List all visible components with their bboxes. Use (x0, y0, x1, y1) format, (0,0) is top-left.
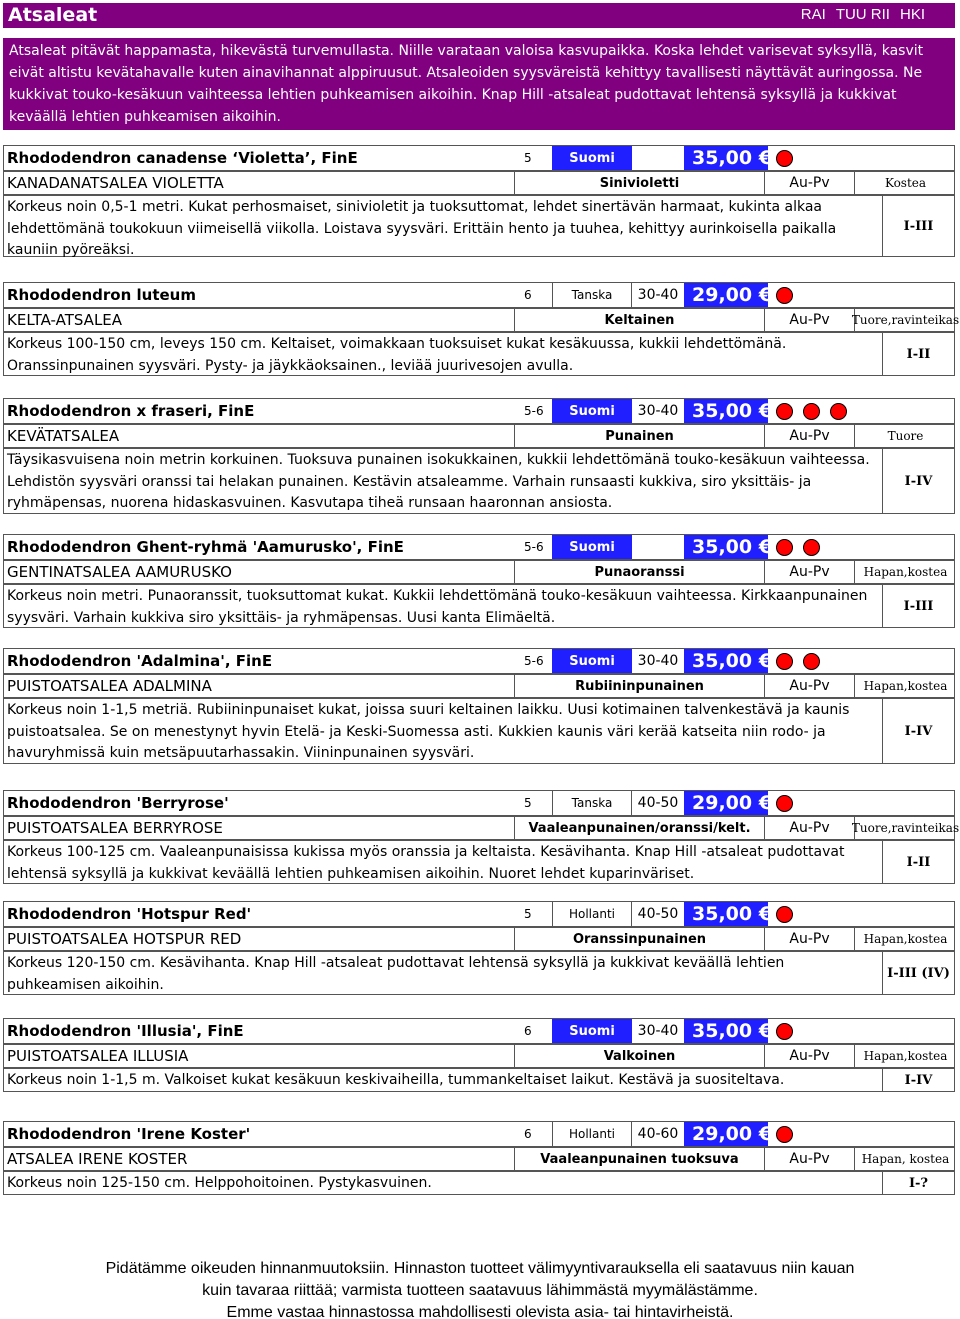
origin-label: Hollanti (552, 902, 632, 926)
currency-symbol: € (758, 792, 772, 814)
zone-number: 6 (524, 288, 532, 302)
soil-type: Tuore,ravinteikas (854, 309, 956, 331)
latin-name: Rhododendron 'Adalmina', FinE (7, 652, 273, 670)
zone-number: 5 (524, 151, 532, 165)
finnish-name: KANADANATSALEA VIOLETTA (7, 174, 224, 192)
currency-symbol: € (758, 1123, 772, 1145)
sun-dot-icon (803, 539, 820, 556)
sun-dot-icon (776, 539, 793, 556)
height-range: 30-40 (637, 287, 679, 303)
product-info-row (3, 560, 955, 584)
hardiness-zones: I-IV (882, 449, 954, 513)
soil-type: Hapan, kostea (854, 1148, 956, 1170)
sun-indicators (776, 649, 820, 673)
soil-type: Hapan,kostea (854, 675, 956, 697)
height-range: 40-50 (637, 906, 679, 922)
sun-indicators (776, 791, 793, 815)
product-description-row (3, 951, 955, 995)
flowering-position: Au-Pv (764, 1148, 854, 1170)
footer-line: kuin tavaraa riittää; varmista tuotteen saatavuus lähimmästä myymälästämme. (202, 1282, 758, 1299)
zone-number: 5-6 (524, 404, 544, 418)
flower-color: Oranssinpunainen (514, 928, 764, 950)
latin-name: Rhododendron 'Illusia', FinE (7, 1022, 244, 1040)
product-description: Korkeus noin 0,5-1 metri. Kukat perhosmaiset, sinivioletit ja tuoksuttomat, lehdet sinertävän harmaat, kukinta alkaa lehdettömänä toukokuun viimeisellä viikolla. Loistava syysväri. Erittäin hento ja tuuhea, kehittyy aurinkoisella paikalla kauniin pyöreäksi. (7, 199, 837, 258)
product-info-row (3, 171, 955, 195)
product-description: Korkeus 100-125 cm. Vaaleanpunaisissa kukissa myös oranssia ja keltaista. Kesävihanta. Knap Hill -atsaleat pudottavat lehtensä syksyllä ja kukkivat keväällä lehtien puhkeamisen aikoihin. Nuoret lehdet kuparinväriset. (7, 844, 845, 882)
soil-type: Tuore (854, 425, 956, 447)
sun-indicators (776, 146, 793, 170)
price (684, 283, 772, 307)
sun-dot-icon (776, 287, 793, 304)
product-description-row (3, 1171, 955, 1195)
finnish-name: PUISTOATSALEA BERRYROSE (7, 819, 223, 837)
page-title: Atsaleat (8, 4, 98, 26)
price-value: 29,00 (692, 284, 753, 306)
hardiness-zones: I-IV (882, 699, 954, 763)
zone-number: 6 (524, 1127, 532, 1141)
flower-color: Punaoranssi (514, 561, 764, 583)
store-codes (801, 6, 925, 23)
origin-label: Suomi (552, 1019, 632, 1043)
footer-disclaimer (0, 1258, 960, 1319)
price (684, 1019, 772, 1043)
finnish-name: KELTA-ATSALEA (7, 311, 123, 329)
sun-dot-icon (776, 906, 793, 923)
price (684, 1122, 772, 1146)
sun-dot-icon (830, 403, 847, 420)
flower-color: Vaaleanpunainen/oranssi/kelt. (514, 817, 764, 839)
flower-color: Punainen (514, 425, 764, 447)
zone-number: 5-6 (524, 654, 544, 668)
latin-name: Rhododendron Ghent-ryhmä 'Aamurusko', FinE (7, 538, 404, 556)
product-description: Korkeus 120-150 cm. Kesävihanta. Knap Hill -atsaleat pudottavat lehtensä syksyllä ja kukkivat keväällä lehtien puhkeamisen aikoihin. (7, 955, 785, 993)
latin-name: Rhododendron luteum (7, 286, 196, 304)
price-value: 35,00 (692, 650, 753, 672)
height-range: 40-50 (637, 795, 679, 811)
price-value: 29,00 (692, 792, 753, 814)
price (684, 791, 772, 815)
latin-name: Rhododendron canadense ‘Violetta’, FinE (7, 149, 358, 167)
flower-color: Valkoinen (514, 1045, 764, 1067)
hardiness-zones: I-III (882, 196, 954, 256)
flowering-position: Au-Pv (764, 675, 854, 697)
flower-color: Sinivioletti (514, 172, 764, 194)
soil-type: Tuore,ravinteikas (854, 817, 956, 839)
flowering-position: Au-Pv (764, 561, 854, 583)
product-name-row (3, 145, 955, 171)
price (684, 902, 772, 926)
product-description-row (3, 332, 955, 376)
origin-label: Suomi (552, 399, 632, 423)
sun-dot-icon (776, 795, 793, 812)
flowering-position: Au-Pv (764, 1045, 854, 1067)
currency-symbol: € (758, 903, 772, 925)
product-name-row (3, 1018, 955, 1044)
sun-indicators (776, 902, 793, 926)
product-description: Korkeus 100-150 cm, leveys 150 cm. Keltaiset, voimakkaan tuoksuiset kukat kesäkuussa, kukkii lehdettömänä. Oranssinpunainen syysväri. Pysty- ja jäykkäoksainen., leviää juurivesojen avulla. (7, 336, 787, 374)
soil-type: Hapan,kostea (854, 1045, 956, 1067)
page-header (3, 3, 955, 28)
origin-label: Suomi (552, 146, 632, 170)
flowering-position: Au-Pv (764, 309, 854, 331)
hardiness-zones: I-II (882, 333, 954, 375)
product-name-row (3, 648, 955, 674)
product-info-row (3, 1147, 955, 1171)
product-name-row (3, 398, 955, 424)
footer-line: Emme vastaa hinnastossa mahdollisesti olevista asia- tai hintavirheistä. (226, 1304, 734, 1319)
product-name-row (3, 534, 955, 560)
flowering-position: Au-Pv (764, 928, 854, 950)
flowering-position: Au-Pv (764, 172, 854, 194)
product-name-row (3, 1121, 955, 1147)
currency-symbol: € (758, 650, 772, 672)
soil-type: Hapan,kostea (854, 928, 956, 950)
origin-label: Tanska (552, 283, 632, 307)
price (684, 146, 772, 170)
product-info-row (3, 308, 960, 332)
product-description: Korkeus noin 1-1,5 m. Valkoiset kukat kesäkuun keskivaiheilla, tummankeltaiset laikut. Kestävä ja suositeltava. (7, 1072, 785, 1088)
price-value: 35,00 (692, 903, 753, 925)
currency-symbol: € (758, 400, 772, 422)
sun-dot-icon (776, 150, 793, 167)
store-code-hki: HKI (899, 6, 925, 23)
product-description-row (3, 195, 955, 257)
finnish-name: GENTINATSALEA AAMURUSKO (7, 563, 232, 581)
sun-dot-icon (803, 653, 820, 670)
product-name-row (3, 282, 955, 308)
height-range: 40-60 (637, 1126, 679, 1142)
sun-indicators (776, 399, 847, 423)
sun-dot-icon (776, 1126, 793, 1143)
product-name-row (3, 901, 955, 927)
price-value: 35,00 (692, 1020, 753, 1042)
flowering-position: Au-Pv (764, 425, 854, 447)
height-range: 30-40 (637, 403, 679, 419)
origin-label: Tanska (552, 791, 632, 815)
product-info-row (3, 927, 955, 951)
product-info-row (3, 674, 955, 698)
product-description: Korkeus noin 1-1,5 metriä. Rubiininpunaiset kukat, joissa suuri keltainen laikku. Uusi kotimainen talvenkestävä ja kaunis puistoatsalea. Se on menestynyt hyvin Etelä- ja Keski-Suomessa asti. Kukkien kaunis väri kerää katseita niin rodo- ja havuryhmissä kuin metsäpuutarhassakin. Viininpunainen syysväri. (7, 702, 850, 761)
finnish-name: PUISTOATSALEA ADALMINA (7, 677, 212, 695)
currency-symbol: € (758, 536, 772, 558)
height-range: 30-40 (637, 1023, 679, 1039)
price-value: 35,00 (692, 536, 753, 558)
flower-color: Keltainen (514, 309, 764, 331)
latin-name: Rhododendron x fraseri, FinE (7, 402, 255, 420)
sun-indicators (776, 535, 820, 559)
latin-name: Rhododendron 'Irene Koster' (7, 1125, 251, 1143)
soil-type: Hapan,kostea (854, 561, 956, 583)
hardiness-zones: I-? (882, 1172, 954, 1194)
currency-symbol: € (758, 1020, 772, 1042)
sun-indicators (776, 283, 793, 307)
sun-indicators (776, 1122, 793, 1146)
product-info-row (3, 1044, 955, 1068)
zone-number: 6 (524, 1024, 532, 1038)
product-info-row (3, 816, 960, 840)
zone-number: 5 (524, 907, 532, 921)
intro-text: Atsaleat pitävät happamasta, hikevästä turvemullasta. Niille varataan valoisa kasvupaikka. Koska lehdet varisevat syksyllä, kasvit eivät altistu kevätahavalle kuten ainavihannat alppiruusut. Atsaleoiden syysväreistä kehittyy tavallisesti näyttävät auringossa. Ne kukkivat touko-kesäkuun vaihteessa lehtien puhkeamisen aikoihin. Knap Hill -atsaleat pudottavat lehtensä syksyllä ja kukkivat keväällä lehtien puhkeamisen aikoihin. (3, 38, 955, 130)
product-description: Täysikasvuisena noin metrin korkuinen. Tuoksuva punainen isokukkainen, kukkii lehdettömänä touko-kesäkuun vaihteessa. Lehdistön syysväri oranssi tai helakan punainen. Kestävin atsaleamme. Varhain runsaasti kukkiva, siro yksittäis- ja ryhmäpensas, nuorena hidaskasvuinen. Kasvutapa tiheä runsaan haaronnan ansiosta. (7, 452, 870, 511)
product-description-row (3, 448, 955, 514)
sun-indicators (776, 1019, 793, 1043)
store-code-tuu-rii: TUU RII (835, 6, 890, 23)
hardiness-zones: I-IV (882, 1069, 954, 1091)
price (684, 649, 772, 673)
price (684, 399, 772, 423)
product-name-row (3, 790, 955, 816)
height-range (632, 535, 684, 559)
height-range (632, 146, 684, 170)
flower-color: Vaaleanpunainen tuoksuva (514, 1148, 764, 1170)
soil-type: Kostea (854, 172, 956, 194)
zone-number: 5-6 (524, 540, 544, 554)
product-description-row (3, 698, 955, 764)
hardiness-zones: I-III (IV) (882, 952, 954, 994)
height-range: 30-40 (637, 653, 679, 669)
zone-number: 5 (524, 796, 532, 810)
currency-symbol: € (758, 284, 772, 306)
finnish-name: PUISTOATSALEA HOTSPUR RED (7, 930, 242, 948)
price (684, 535, 772, 559)
product-description: Korkeus noin metri. Punaoranssit, tuoksuttomat kukat. Kukkii lehdettömänä touko-kesäkuun vaihteessa. Kirkkaanpunainen syysväri. Varhain kukkiva siro yksittäis- ja ryhmäpensas. Uusi kanta Elimäeltä. (7, 588, 868, 626)
sun-dot-icon (776, 403, 793, 420)
price-value: 35,00 (692, 400, 753, 422)
finnish-name: KEVÄTATSALEA (7, 427, 120, 445)
finnish-name: PUISTOATSALEA ILLUSIA (7, 1047, 189, 1065)
latin-name: Rhododendron 'Hotspur Red' (7, 905, 252, 923)
currency-symbol: € (758, 147, 772, 169)
footer-line: Pidätämme oikeuden hinnanmuutoksiin. Hinnaston tuotteet välimyyntivarauksella eli saatavuus niin kauan (105, 1260, 855, 1277)
product-description-row (3, 840, 955, 884)
price-value: 29,00 (692, 1123, 753, 1145)
sun-dot-icon (776, 1023, 793, 1040)
sun-dot-icon (776, 653, 793, 670)
price-value: 35,00 (692, 147, 753, 169)
product-info-row (3, 424, 955, 448)
hardiness-zones: I-II (882, 841, 954, 883)
product-description-row (3, 1068, 955, 1092)
origin-label: Suomi (552, 649, 632, 673)
product-description: Korkeus noin 125-150 cm. Helppohoitoinen. Pystykasvuinen. (7, 1175, 432, 1191)
flower-color: Rubiininpunainen (514, 675, 764, 697)
finnish-name: ATSALEA IRENE KOSTER (7, 1150, 188, 1168)
latin-name: Rhododendron 'Berryrose' (7, 794, 229, 812)
hardiness-zones: I-III (882, 585, 954, 627)
sun-dot-icon (803, 403, 820, 420)
origin-label: Suomi (552, 535, 632, 559)
origin-label: Hollanti (552, 1122, 632, 1146)
product-description-row (3, 584, 955, 628)
flowering-position: Au-Pv (764, 817, 854, 839)
store-code-rai: RAI (800, 6, 826, 23)
